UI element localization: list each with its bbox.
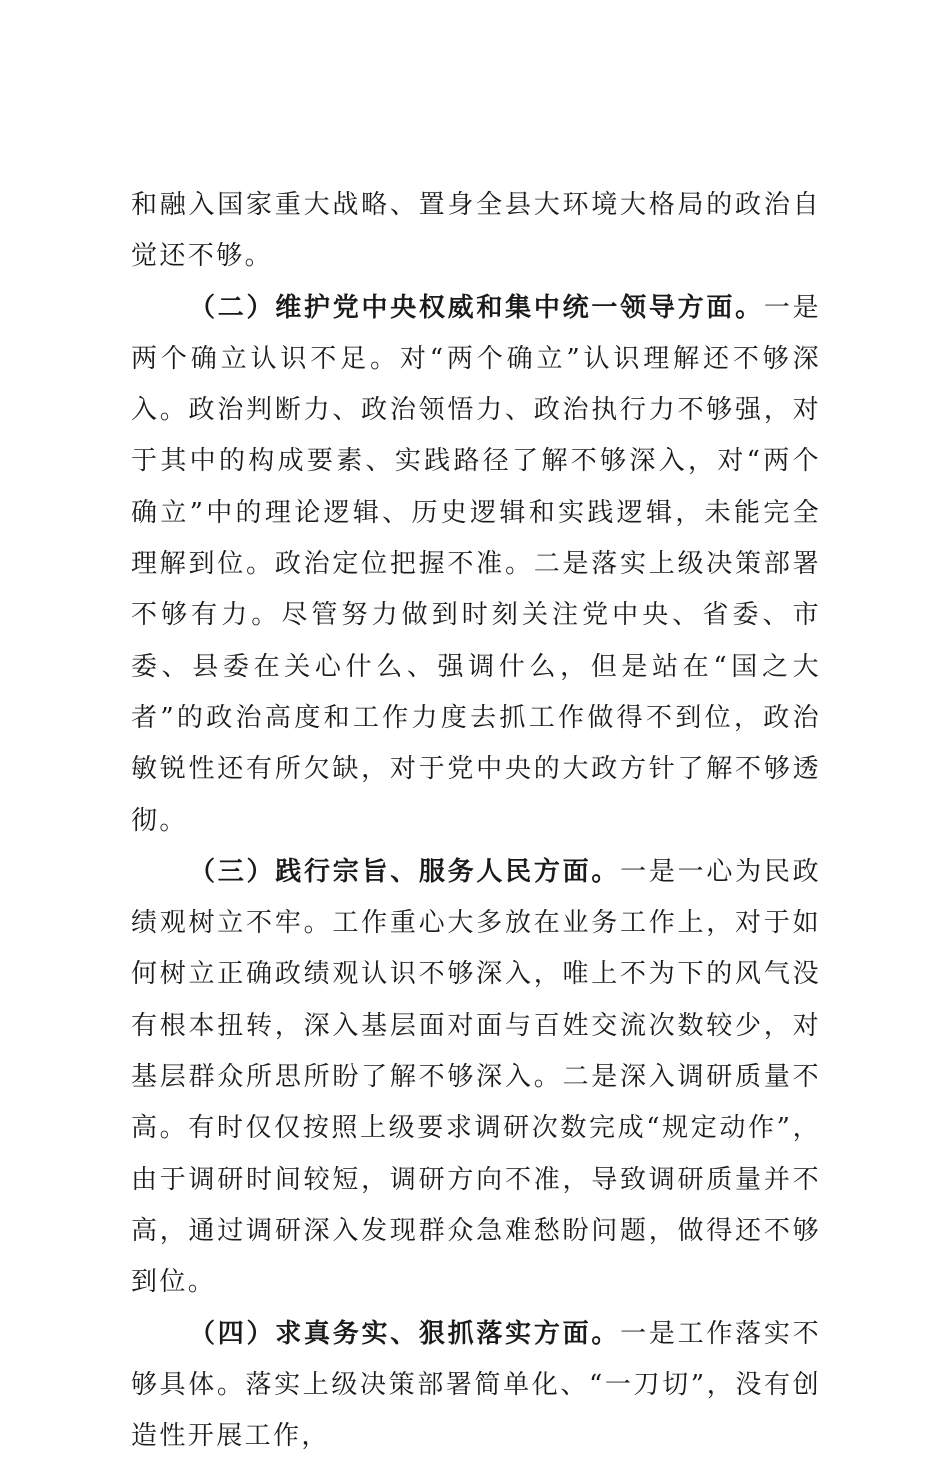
paragraph-continuation (131, 180, 821, 283)
section-heading: （三）践行宗旨、服务人民方面。 (189, 856, 621, 887)
paragraph-section-2 (131, 283, 821, 847)
paragraph-body: 一是两个确立认识不足。对“两个确立”认识理解还不够深入。政治判断力、政治领悟力、政治执行力不够强，对于其中的构成要素、实践路径了解不够深入，对“两个确立”中的理论逻辑、历史逻辑和实践逻辑，未能完全理解到位。政治定位把握不准。二是落实上级决策部署不够有力。尽管努力做到时刻关注党中央、省委、市委、县委在关心什么、强调什么，但是站在“国之大者”的政治高度和工作力度去抓工作做得不到位，政治敏锐性还有所欠缺，对于党中央的大政方针了解不够透彻。 (131, 292, 821, 836)
paragraph-section-4 (131, 1309, 821, 1462)
paragraph-section-3 (131, 847, 821, 1309)
document-body (131, 180, 821, 1462)
paragraph-body: 一是一心为民政绩观树立不牢。工作重心大多放在业务工作上，对于如何树立正确政绩观认识不够深入，唯上不为下的风气没有根本扭转，深入基层面对面与百姓交流次数较少，对基层群众所思所盼了解不够深入。二是深入调研质量不高。有时仅仅按照上级要求调研次数完成“规定动作”，由于调研时间较短，调研方向不准，导致调研质量并不高，通过调研深入发现群众急难愁盼问题，做得还不够到位。 (131, 856, 821, 1298)
paragraph-body: 一是工作落实不够具体。落实上级决策部署简单化、“一刀切”，没有创造性开展工作， (131, 1318, 821, 1452)
section-heading: （二）维护党中央权威和集中统一领导方面。 (189, 292, 764, 323)
section-heading: （四）求真务实、狠抓落实方面。 (189, 1318, 621, 1349)
paragraph-body: 和融入国家重大战略、置身全县大环境大格局的政治自觉还不够。 (131, 190, 821, 272)
